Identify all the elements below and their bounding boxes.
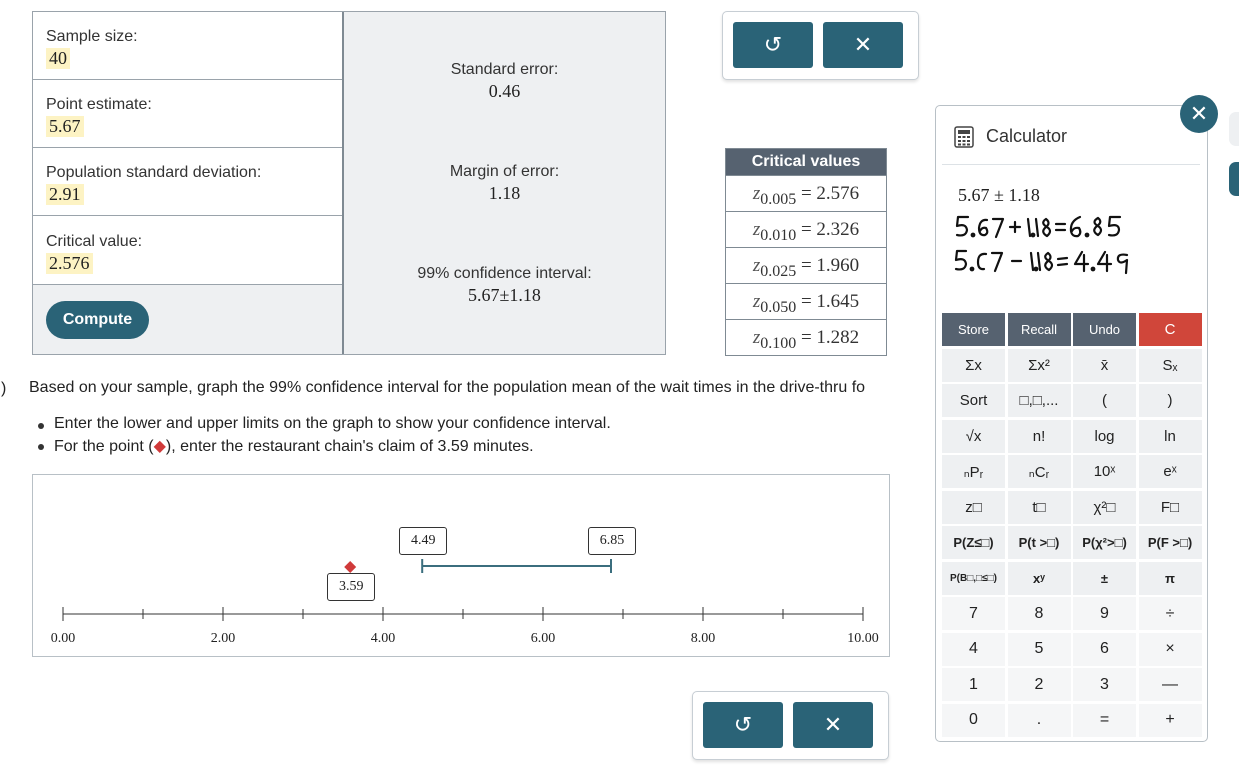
calculator-key[interactable]: × — [1138, 632, 1203, 667]
calculator-key[interactable]: Undo — [1072, 312, 1137, 347]
clear-button[interactable] — [793, 702, 873, 748]
calculator-key[interactable]: ₙPᵣ — [941, 454, 1006, 489]
calculator-key[interactable]: ( — [1072, 383, 1137, 418]
undo-icon: ↺ — [763, 32, 783, 57]
calculator-key[interactable]: 2 — [1007, 667, 1072, 702]
calculator-key[interactable]: P(F >□) — [1138, 525, 1203, 560]
calculator-key[interactable]: Σx — [941, 348, 1006, 383]
calculator-key[interactable]: √x — [941, 419, 1006, 454]
critical-value-label: Critical value: — [46, 233, 143, 250]
calculator-key[interactable]: 8 — [1007, 596, 1072, 631]
critical-value-row: $z_{0.005} = 2.576$ — [726, 175, 886, 211]
calculator-key[interactable]: + — [1138, 703, 1203, 738]
critical-value-number: = 2.326 — [800, 219, 860, 240]
calculator-key[interactable]: ± — [1072, 561, 1137, 596]
lower-limit-box[interactable]: 4.49 — [399, 527, 447, 555]
critical-value-subscript: 0.005 — [760, 190, 797, 208]
calculator-key[interactable]: ) — [1138, 383, 1203, 418]
close-icon: ✕ — [853, 32, 873, 57]
instruction-item — [54, 415, 611, 436]
standard-error-label: Standard error: — [450, 61, 559, 78]
calculator-key[interactable]: 4 — [941, 632, 1006, 667]
side-tab[interactable] — [1229, 162, 1239, 196]
calculator-key[interactable]: 0 — [941, 703, 1006, 738]
standard-error-value: 0.46 — [488, 81, 521, 101]
calculator-display[interactable] — [942, 164, 1200, 307]
calculator-key[interactable]: Store — [941, 312, 1006, 347]
input-column — [33, 12, 344, 354]
population-sd-value[interactable]: 2.91 — [46, 184, 84, 205]
calculator-key[interactable]: C — [1138, 312, 1203, 347]
undo-button[interactable] — [733, 22, 813, 68]
claim-point-box[interactable]: 3.59 — [327, 573, 375, 601]
calculator-key[interactable]: . — [1007, 703, 1072, 738]
calculator-key[interactable]: Sₓ — [1138, 348, 1203, 383]
calculator-key[interactable]: π — [1138, 561, 1203, 596]
calculator-key[interactable]: P(χ²>□) — [1072, 525, 1137, 560]
sample-size-value[interactable]: 40 — [46, 48, 70, 69]
critical-value-subscript: 0.050 — [760, 298, 797, 316]
calculator-key[interactable]: 7 — [941, 596, 1006, 631]
calculator-key[interactable]: = — [1072, 703, 1137, 738]
sample-size-cell — [33, 12, 342, 80]
output-column — [344, 12, 665, 354]
confidence-interval-value: 5.67±1.18 — [468, 285, 541, 305]
calculator-key[interactable]: F□ — [1138, 490, 1203, 525]
critical-value-row: $z_{0.050} = 1.645$ — [726, 283, 886, 319]
critical-value-row: $z_{0.100} = 1.282$ — [726, 319, 886, 355]
critical-value-subscript: 0.100 — [760, 334, 797, 352]
calculator-close-button[interactable] — [1180, 95, 1218, 133]
confidence-interval-label: 99% confidence interval: — [417, 265, 592, 282]
side-tab[interactable] — [1229, 112, 1239, 146]
claim-diamond-marker — [344, 561, 356, 573]
critical-values-title: Critical values — [726, 149, 886, 175]
question-part-marker: ) — [1, 380, 7, 397]
calculator-key[interactable]: 5 — [1007, 632, 1072, 667]
margin-of-error-value: 1.18 — [488, 183, 521, 203]
diamond-icon: ◆ — [153, 438, 166, 455]
confidence-interval-output — [344, 265, 665, 306]
calculator-key[interactable]: Σx² — [1007, 348, 1072, 383]
calculator-key[interactable]: 1 — [941, 667, 1006, 702]
number-line-graph — [32, 474, 890, 657]
calculator-key[interactable]: ln — [1138, 419, 1203, 454]
calculator-key[interactable]: 6 — [1072, 632, 1137, 667]
instruction-text: Enter the lower and upper limits on the graph to show your confidence interval. — [54, 415, 611, 432]
undo-button[interactable] — [703, 702, 783, 748]
margin-of-error-label: Margin of error: — [449, 163, 560, 180]
axis-tick-label: 0.00 — [50, 631, 76, 646]
axis-tick-label: 10.00 — [847, 631, 879, 646]
calculator-expression: 5.67 ± 1.18 — [958, 185, 1040, 205]
critical-value-cell — [33, 217, 342, 285]
calculator-key[interactable]: 10ˣ — [1072, 454, 1137, 489]
instruction-item — [54, 436, 611, 457]
critical-value-row: $z_{0.010} = 2.326$ — [726, 211, 886, 247]
calculator-key[interactable]: P(Z≤□) — [941, 525, 1006, 560]
calculator-key[interactable]: P(B□,□≤□) — [941, 561, 1006, 596]
calculator-key[interactable]: ₙCᵣ — [1007, 454, 1072, 489]
margin-of-error-output — [344, 163, 665, 204]
population-sd-cell — [33, 148, 342, 216]
critical-value-number: = 1.645 — [800, 291, 860, 312]
instruction-text: For the point ( — [54, 438, 154, 455]
calculator-key[interactable]: t□ — [1007, 490, 1072, 525]
critical-value-row: $z_{0.025} = 1.960$ — [726, 247, 886, 283]
calculator-key[interactable]: 9 — [1072, 596, 1137, 631]
handwritten-notes — [952, 211, 1192, 281]
calculator-key[interactable]: n! — [1007, 419, 1072, 454]
compute-cell — [33, 285, 342, 354]
axis-tick-label: 6.00 — [530, 631, 556, 646]
axis-tick-label: 8.00 — [690, 631, 716, 646]
calculator-title: Calculator — [986, 126, 1068, 146]
critical-value-value[interactable]: 2.576 — [46, 253, 93, 274]
calculator-key[interactable]: log — [1072, 419, 1137, 454]
undo-icon: ↺ — [733, 712, 753, 737]
calculator-key[interactable]: x̄ — [1072, 348, 1137, 383]
close-icon: ✕ — [823, 712, 843, 737]
calculator-key[interactable]: Recall — [1007, 312, 1072, 347]
instruction-list — [54, 415, 611, 457]
question-text: Based on your sample, graph the 99% confidence interval for the population mean of the wait times in the drive-thru fo — [29, 379, 866, 396]
calculator-key[interactable]: — — [1138, 667, 1203, 702]
critical-values-table — [725, 148, 887, 356]
calculator-key[interactable]: P(t >□) — [1007, 525, 1072, 560]
bottom-action-buttons — [692, 691, 889, 760]
calculator-panel — [935, 105, 1208, 742]
axis-tick-label: 4.00 — [370, 631, 396, 646]
calculator-key[interactable]: xʸ — [1007, 561, 1072, 596]
calculator-key[interactable]: z□ — [941, 490, 1006, 525]
point-estimate-cell — [33, 80, 342, 148]
axis-tick-label: 2.00 — [210, 631, 236, 646]
point-estimate-label: Point estimate: — [46, 96, 152, 113]
calculator-key[interactable]: □,□,... — [1007, 383, 1072, 418]
critical-value-number: = 2.576 — [800, 183, 860, 204]
upper-limit-box[interactable]: 6.85 — [588, 527, 636, 555]
number-line-svg — [33, 475, 889, 656]
calculator-icon — [954, 126, 974, 148]
calculator-key[interactable]: eˣ — [1138, 454, 1203, 489]
population-sd-label: Population standard deviation: — [46, 164, 262, 181]
calculator-key[interactable]: Sort — [941, 383, 1006, 418]
instruction-text: ), enter the restaurant chain's claim of 3.59 minutes. — [165, 438, 534, 455]
critical-value-subscript: 0.010 — [760, 226, 797, 244]
critical-value-subscript: 0.025 — [760, 262, 797, 280]
calculator-key[interactable]: 3 — [1072, 667, 1137, 702]
compute-button[interactable]: Compute — [46, 301, 149, 339]
point-estimate-value[interactable]: 5.67 — [46, 116, 84, 137]
critical-value-number: = 1.282 — [800, 327, 860, 348]
top-action-buttons — [722, 11, 919, 80]
confidence-interval-table — [32, 11, 666, 355]
calculator-key[interactable]: χ²□ — [1072, 490, 1137, 525]
clear-button[interactable] — [823, 22, 903, 68]
calculator-key[interactable]: ÷ — [1138, 596, 1203, 631]
close-icon: ✕ — [1189, 101, 1209, 126]
sample-size-label: Sample size: — [46, 28, 138, 45]
standard-error-output — [344, 61, 665, 102]
critical-value-number: = 1.960 — [800, 255, 860, 276]
